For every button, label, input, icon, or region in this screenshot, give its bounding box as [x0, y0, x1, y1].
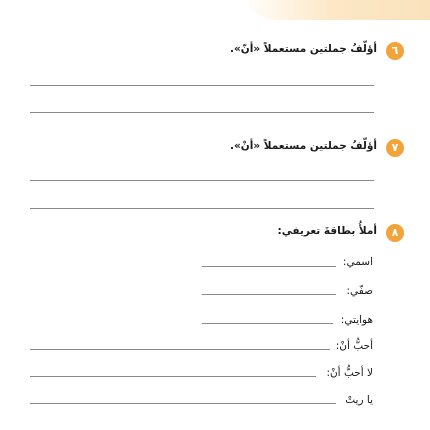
- field-label-wish: يا ريتْ: [345, 394, 373, 406]
- answer-line[interactable]: [30, 85, 374, 86]
- field-label-dislikes: لا أحبُّ أنْ:: [326, 367, 373, 379]
- answer-line[interactable]: [30, 112, 374, 113]
- field-label-name: اسمي:: [342, 256, 373, 268]
- field-label-hobby: هوايتي:: [340, 314, 373, 326]
- question-text: أملأُ بطاقةَ تعريفي:: [277, 225, 377, 237]
- field-label-class: صفّي:: [346, 285, 373, 297]
- question-text: أؤلّفُ جملتين مستعملاً «أنّ».: [230, 43, 377, 55]
- question-text: أؤلّفُ جملتين مستعملاً «أنْ».: [230, 140, 377, 152]
- answer-line[interactable]: [30, 180, 374, 181]
- field-line-hobby[interactable]: [202, 323, 333, 324]
- corner-decoration: [240, 0, 430, 20]
- field-label-likes: أحبُّ أنْ:: [335, 340, 373, 352]
- field-line-likes[interactable]: [30, 349, 330, 350]
- field-line-dislikes[interactable]: [30, 376, 316, 377]
- field-line-wish[interactable]: [30, 403, 336, 404]
- question-number-badge: ٧: [386, 139, 404, 157]
- field-line-class[interactable]: [202, 294, 336, 295]
- field-line-name[interactable]: [202, 266, 336, 267]
- answer-line[interactable]: [30, 208, 374, 209]
- question-number-badge: ٨: [386, 224, 404, 242]
- question-number-badge: ٦: [386, 42, 404, 60]
